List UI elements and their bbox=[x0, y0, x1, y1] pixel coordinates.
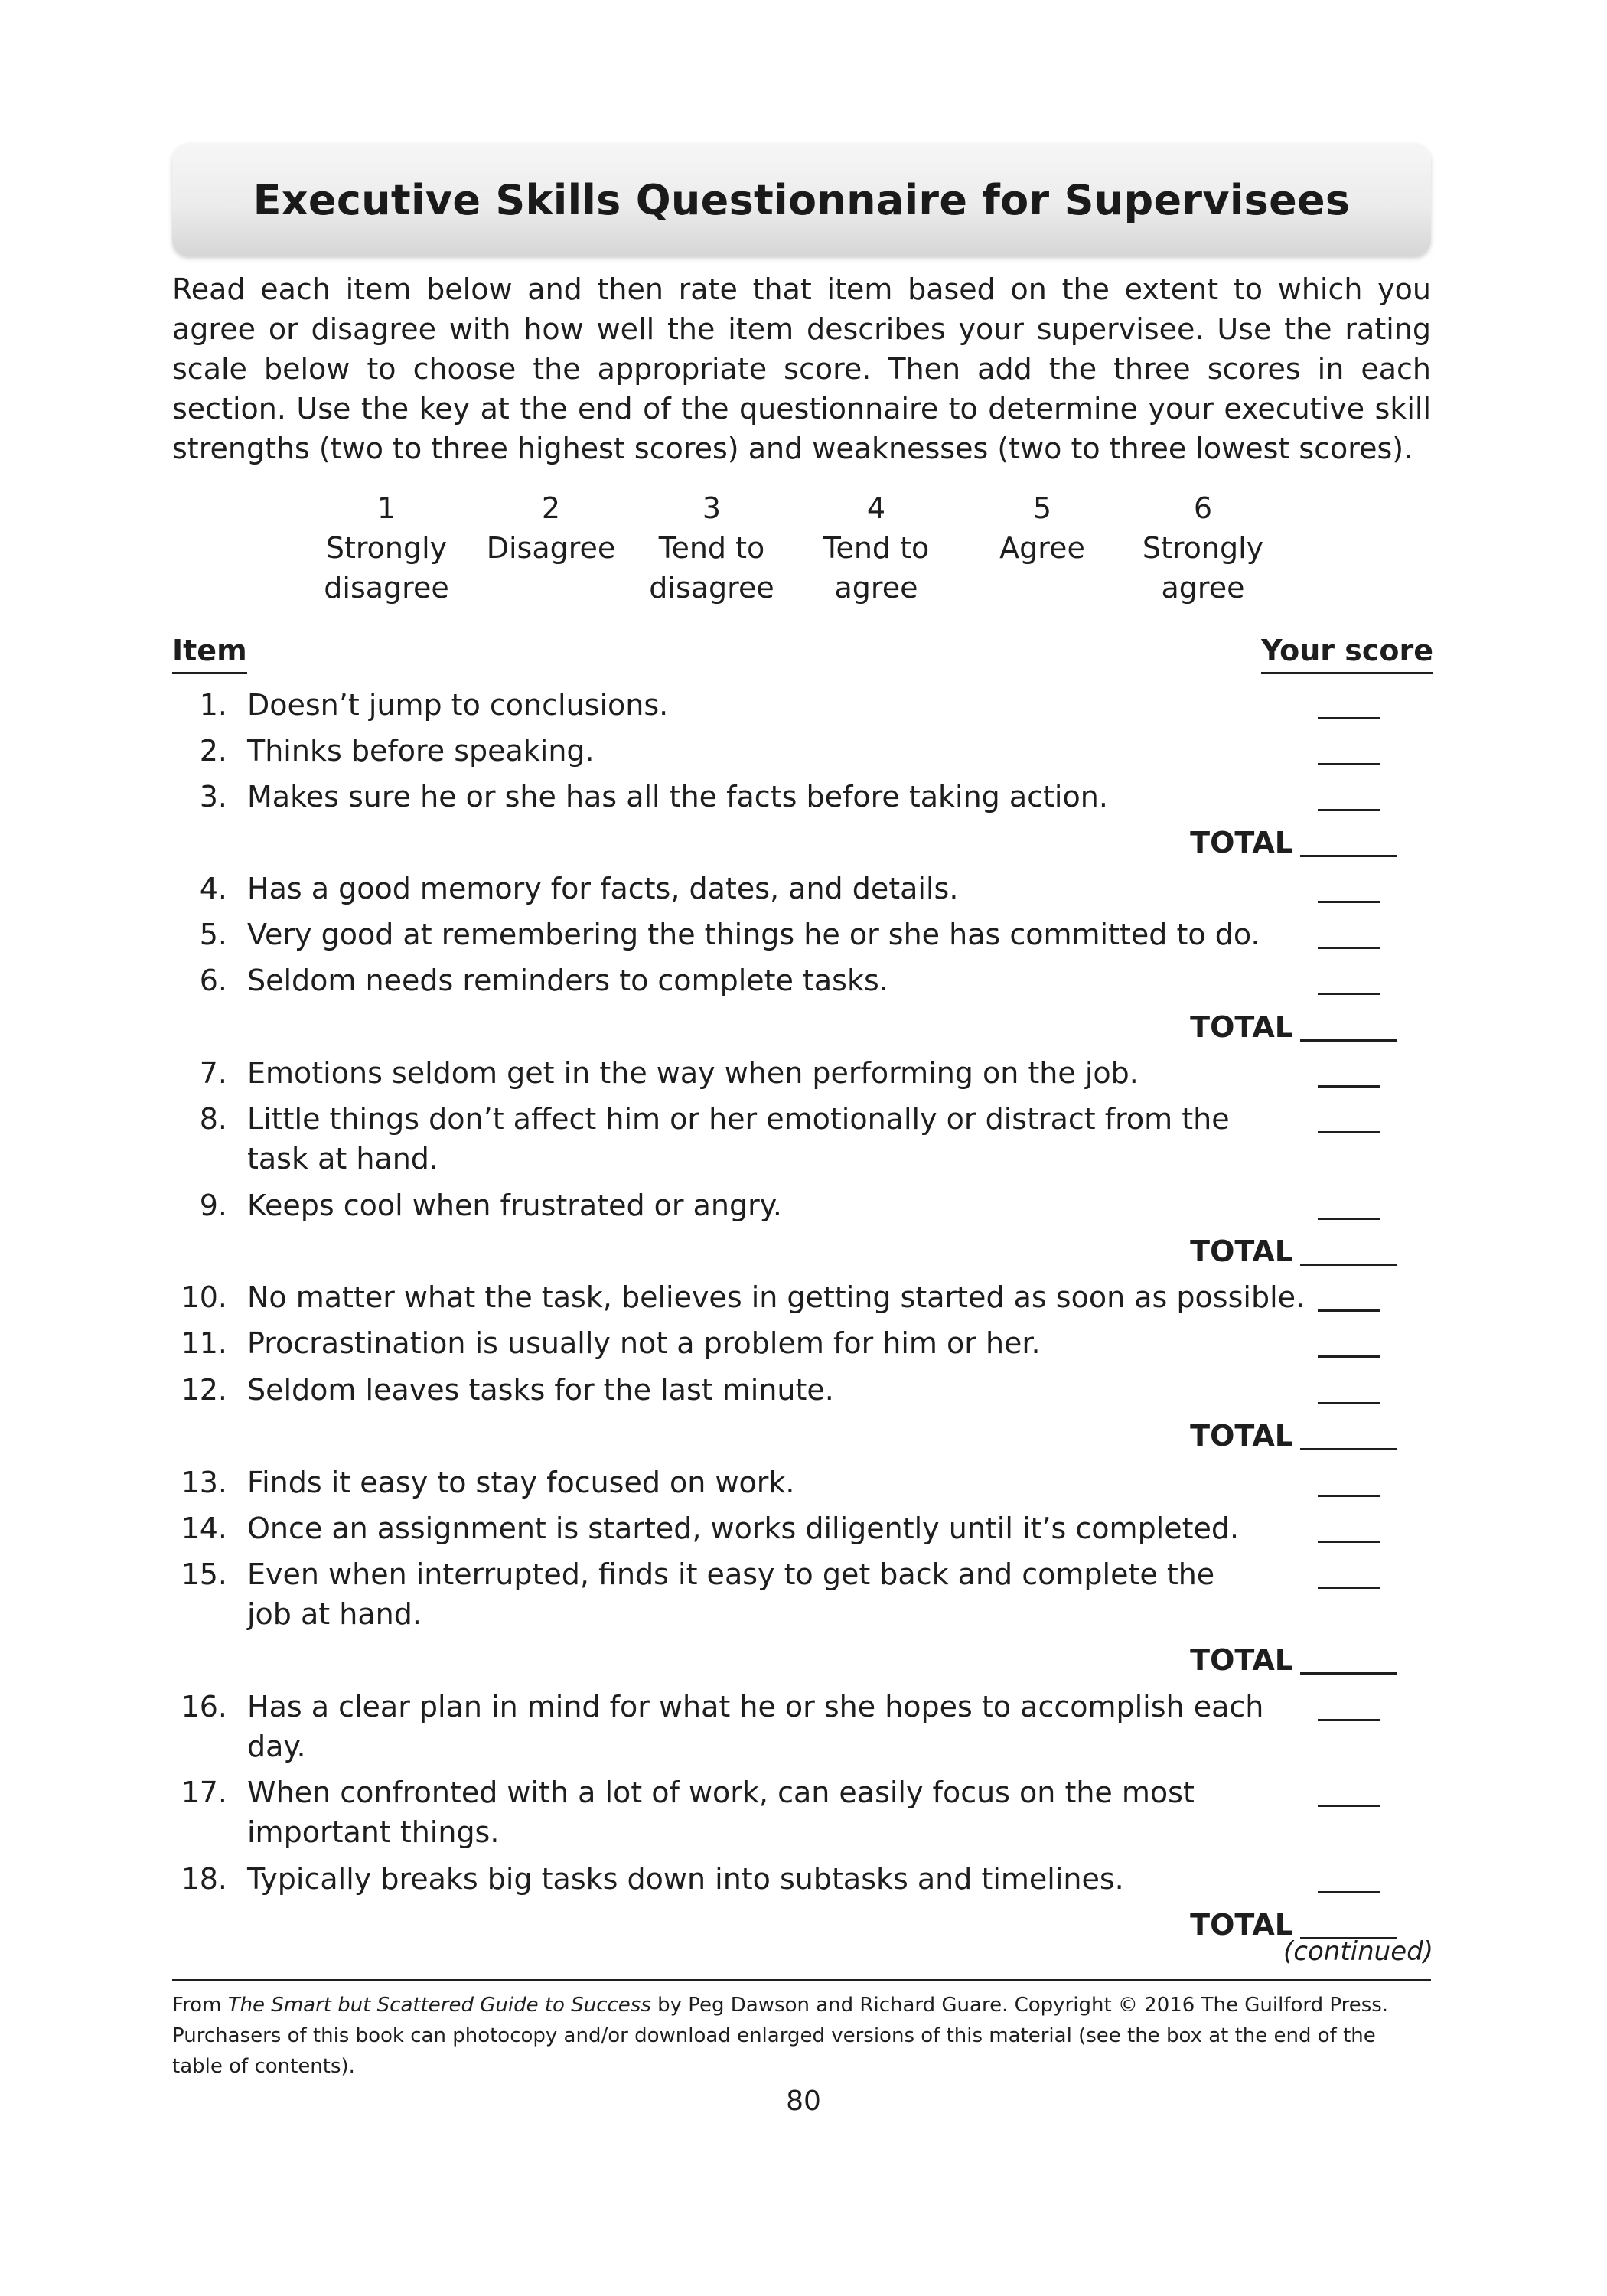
rating-scale bbox=[306, 488, 1324, 611]
continued-note: (continued) bbox=[1283, 1936, 1433, 1967]
scale-label: Strongly bbox=[325, 531, 448, 565]
item-text: Seldom leaves tasks for the last minute. bbox=[247, 1373, 834, 1407]
item-number: 2. bbox=[199, 734, 227, 768]
scale-option-1 bbox=[306, 488, 467, 608]
item-text: Procrastination is usually not a problem for him or her. bbox=[247, 1326, 1041, 1360]
item-text: Has a good memory for facts, dates, and details. bbox=[247, 872, 959, 905]
scale-value: 5 bbox=[1032, 491, 1052, 525]
scale-label: agree bbox=[1161, 571, 1245, 605]
item-text: Typically breaks big tasks down into subtasks and timelines. bbox=[247, 1862, 1124, 1896]
item-number: 7. bbox=[199, 1056, 227, 1090]
item-number: 13. bbox=[181, 1466, 227, 1499]
scale-label: Agree bbox=[999, 531, 1085, 565]
section-total-row bbox=[172, 1231, 1431, 1271]
scale-option-2 bbox=[471, 488, 631, 568]
score-blank[interactable] bbox=[1318, 1891, 1380, 1893]
section-total-row bbox=[172, 1007, 1431, 1047]
item-number: 1. bbox=[199, 688, 227, 722]
section-total-row bbox=[172, 823, 1431, 863]
page-title: Executive Skills Questionnaire for Supervisees bbox=[253, 175, 1351, 224]
score-blank[interactable] bbox=[1318, 1541, 1380, 1543]
total-blank[interactable] bbox=[1300, 1448, 1397, 1450]
section-total-row bbox=[172, 1905, 1431, 1945]
total-label: TOTAL bbox=[1190, 1010, 1293, 1044]
item-number: 14. bbox=[181, 1512, 227, 1545]
total-blank[interactable] bbox=[1300, 855, 1397, 857]
score-blank[interactable] bbox=[1318, 1085, 1380, 1088]
footnote-suffix: by Peg Dawson and Richard Guare. Copyright © 2016 The Guilford Press. Purchasers of this book can photocopy and/or download enlarged versions of this material (see the box at the end of the table of contents). bbox=[172, 1994, 1389, 2078]
total-blank[interactable] bbox=[1300, 1264, 1397, 1266]
copyright-footnote bbox=[172, 1990, 1431, 2082]
total-label: TOTAL bbox=[1190, 1234, 1293, 1268]
item-number: 12. bbox=[181, 1373, 227, 1407]
scale-label: agree bbox=[834, 571, 918, 605]
total-blank[interactable] bbox=[1300, 1039, 1397, 1042]
scale-option-5 bbox=[962, 488, 1123, 568]
item-text: Keeps cool when frustrated or angry. bbox=[247, 1189, 782, 1222]
scale-option-6 bbox=[1123, 488, 1283, 608]
score-blank[interactable] bbox=[1318, 1309, 1380, 1312]
score-column-header: Your score bbox=[1261, 631, 1433, 674]
item-text: Makes sure he or she has all the facts before taking action. bbox=[247, 780, 1108, 814]
scale-value: 2 bbox=[541, 491, 561, 525]
item-text: Doesn’t jump to conclusions. bbox=[247, 688, 669, 722]
item-number: 15. bbox=[181, 1557, 227, 1591]
footnote-divider bbox=[172, 1979, 1431, 1981]
score-blank[interactable] bbox=[1318, 993, 1380, 995]
instructions-paragraph: Read each item below and then rate that item based on the extent to which you agree or disagree with how well the item describes your supervisee. Use the rating scale below to choose the appropriate score. Then add the three scores in each section. Use the key at the end of the questionnaire to determine your executive skill strengths (two to three highest scores) and weaknesses (two to three lowest scores). bbox=[172, 272, 1431, 465]
item-text: Seldom needs reminders to complete tasks. bbox=[247, 964, 888, 997]
score-blank[interactable] bbox=[1318, 1402, 1380, 1404]
score-blank[interactable] bbox=[1318, 1805, 1380, 1807]
scale-value: 6 bbox=[1193, 491, 1213, 525]
score-blank[interactable] bbox=[1318, 1719, 1380, 1721]
total-label: TOTAL bbox=[1190, 1643, 1293, 1677]
score-blank[interactable] bbox=[1318, 717, 1380, 719]
scale-option-4 bbox=[796, 488, 957, 608]
title-banner bbox=[172, 143, 1431, 256]
item-number: 17. bbox=[181, 1776, 227, 1809]
total-blank[interactable] bbox=[1300, 1672, 1397, 1675]
item-number: 11. bbox=[181, 1326, 227, 1360]
score-blank[interactable] bbox=[1318, 1495, 1380, 1497]
item-text: Has a clear plan in mind for what he or she hopes to accomplish each day. bbox=[247, 1690, 1264, 1763]
item-text: No matter what the task, believes in getting started as soon as possible. bbox=[247, 1280, 1305, 1314]
scale-value: 1 bbox=[376, 491, 396, 525]
scale-label: Tend to bbox=[823, 531, 930, 565]
item-number: 8. bbox=[199, 1102, 227, 1136]
scale-label: Tend to bbox=[658, 531, 765, 565]
total-label: TOTAL bbox=[1190, 826, 1293, 859]
item-text: Little things don’t affect him or her emotionally or distract from the task at hand. bbox=[247, 1102, 1230, 1176]
item-number: 6. bbox=[199, 964, 227, 997]
item-number: 4. bbox=[199, 872, 227, 905]
scale-value: 4 bbox=[866, 491, 886, 525]
item-number: 9. bbox=[199, 1189, 227, 1222]
item-text: Emotions seldom get in the way when performing on the job. bbox=[247, 1056, 1139, 1090]
score-blank[interactable] bbox=[1318, 1587, 1380, 1589]
section-total-row bbox=[172, 1640, 1431, 1680]
item-number: 16. bbox=[181, 1690, 227, 1724]
page-number: 80 bbox=[786, 2086, 821, 2117]
item-text: When confronted with a lot of work, can easily focus on the most important things. bbox=[247, 1776, 1195, 1849]
score-blank[interactable] bbox=[1318, 1218, 1380, 1220]
total-label: TOTAL bbox=[1190, 1908, 1293, 1942]
scale-label: Strongly bbox=[1142, 531, 1264, 565]
section-total-row bbox=[172, 1416, 1431, 1456]
item-number: 3. bbox=[199, 780, 227, 814]
scale-value: 3 bbox=[702, 491, 722, 525]
book-title: The Smart but Scattered Guide to Success bbox=[227, 1994, 651, 2017]
score-blank[interactable] bbox=[1318, 763, 1380, 765]
item-number: 10. bbox=[181, 1280, 227, 1314]
item-number: 5. bbox=[199, 918, 227, 951]
item-column-header: Item bbox=[172, 631, 247, 674]
scale-label: disagree bbox=[324, 571, 449, 605]
total-label: TOTAL bbox=[1190, 1419, 1293, 1453]
item-number: 18. bbox=[181, 1862, 227, 1896]
item-text: Once an assignment is started, works diligently until it’s completed. bbox=[247, 1512, 1240, 1545]
scale-option-3 bbox=[631, 488, 792, 608]
item-text: Finds it easy to stay focused on work. bbox=[247, 1466, 795, 1499]
score-blank[interactable] bbox=[1318, 947, 1380, 949]
scale-label: disagree bbox=[649, 571, 774, 605]
score-blank[interactable] bbox=[1318, 809, 1380, 811]
item-text: Even when interrupted, finds it easy to get back and complete the job at hand. bbox=[247, 1557, 1215, 1631]
footnote-prefix: From bbox=[172, 1994, 228, 2017]
score-blank[interactable] bbox=[1318, 901, 1380, 903]
score-blank[interactable] bbox=[1318, 1355, 1380, 1358]
scale-label: Disagree bbox=[486, 531, 616, 565]
score-blank[interactable] bbox=[1318, 1131, 1380, 1133]
item-text: Thinks before speaking. bbox=[247, 734, 595, 768]
item-text: Very good at remembering the things he or she has committed to do. bbox=[247, 918, 1260, 951]
